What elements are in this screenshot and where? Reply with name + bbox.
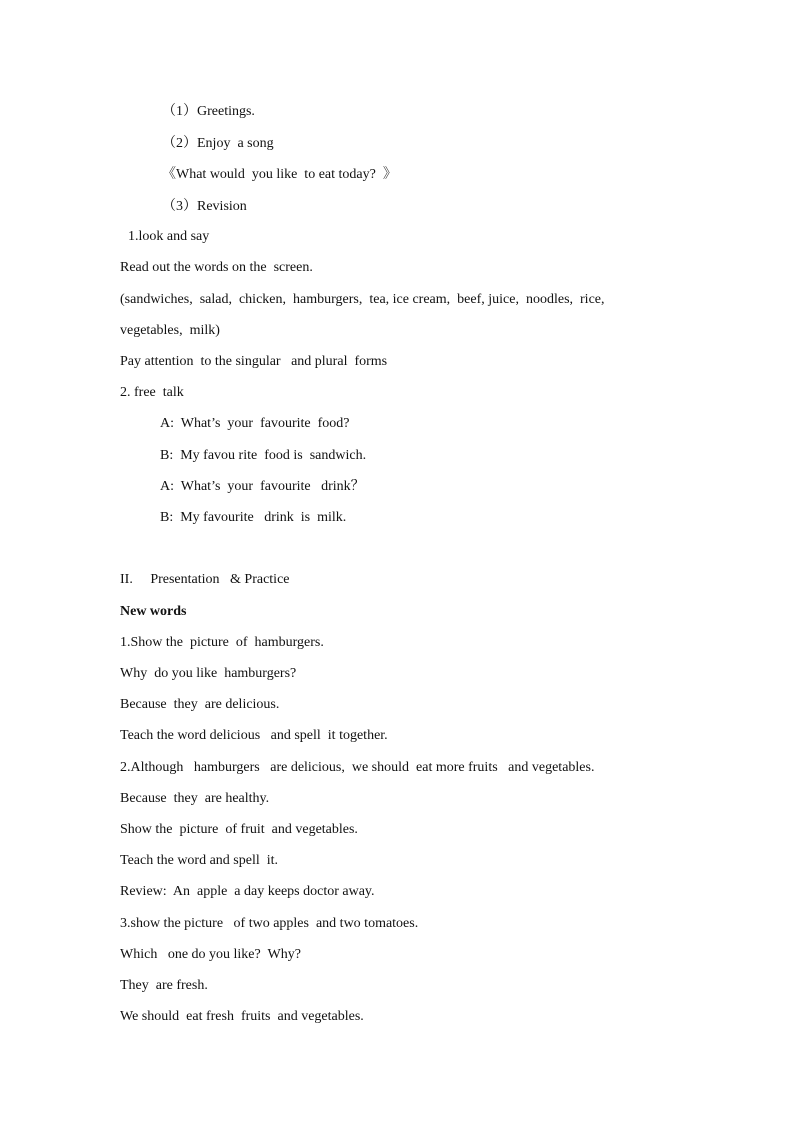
word-list-line-2: vegetables, milk) xyxy=(120,323,220,338)
body-line: They are fresh. xyxy=(120,978,208,993)
body-line: Show the picture of fruit and vegetables. xyxy=(120,822,358,837)
body-line: Teach the word and spell it. xyxy=(120,853,279,868)
attention-note: Pay attention to the singular and plural forms xyxy=(120,354,388,369)
dialogue-line: B: My favou rite food is sandwich. xyxy=(160,448,367,463)
body-line: Which one do you like? Why? xyxy=(120,947,301,962)
body-line: 2.Although hamburgers are delicious, we should eat more fruits and vegetables. xyxy=(120,760,595,775)
word-list-line-1: (sandwiches, salad, chicken, hamburgers, tea, ice cream, beef, juice, noodles, rice, xyxy=(120,292,605,307)
dialogue-line: B: My favourite drink is milk. xyxy=(160,510,347,525)
warmup-revision: （3）Revision xyxy=(162,199,247,214)
body-line: Because they are healthy. xyxy=(120,791,270,806)
body-line: Because they are delicious. xyxy=(120,697,280,712)
body-line: Review: An apple a day keeps doctor away. xyxy=(120,884,375,899)
new-words-heading: New words xyxy=(120,604,187,619)
free-talk-heading: 2. free talk xyxy=(120,385,184,400)
read-out-instruction: Read out the words on the screen. xyxy=(120,260,313,275)
dialogue-line: A: What’s your favourite drink？ xyxy=(160,479,365,494)
look-and-say: 1.look and say xyxy=(128,229,210,244)
dialogue-line: A: What’s your favourite food? xyxy=(160,416,350,431)
warmup-greetings: （1）Greetings. xyxy=(162,104,255,119)
body-line: Teach the word delicious and spell it together. xyxy=(120,728,388,743)
body-line: We should eat fresh fruits and vegetables. xyxy=(120,1009,364,1024)
song-title: 《What would you like to eat today? 》 xyxy=(162,167,397,182)
presentation-heading: II. Presentation & Practice xyxy=(120,572,290,587)
warmup-enjoy-song: （2）Enjoy a song xyxy=(162,136,274,151)
body-line: 3.show the picture of two apples and two tomatoes. xyxy=(120,916,419,931)
body-line: Why do you like hamburgers? xyxy=(120,666,297,681)
body-line: 1.Show the picture of hamburgers. xyxy=(120,635,324,650)
